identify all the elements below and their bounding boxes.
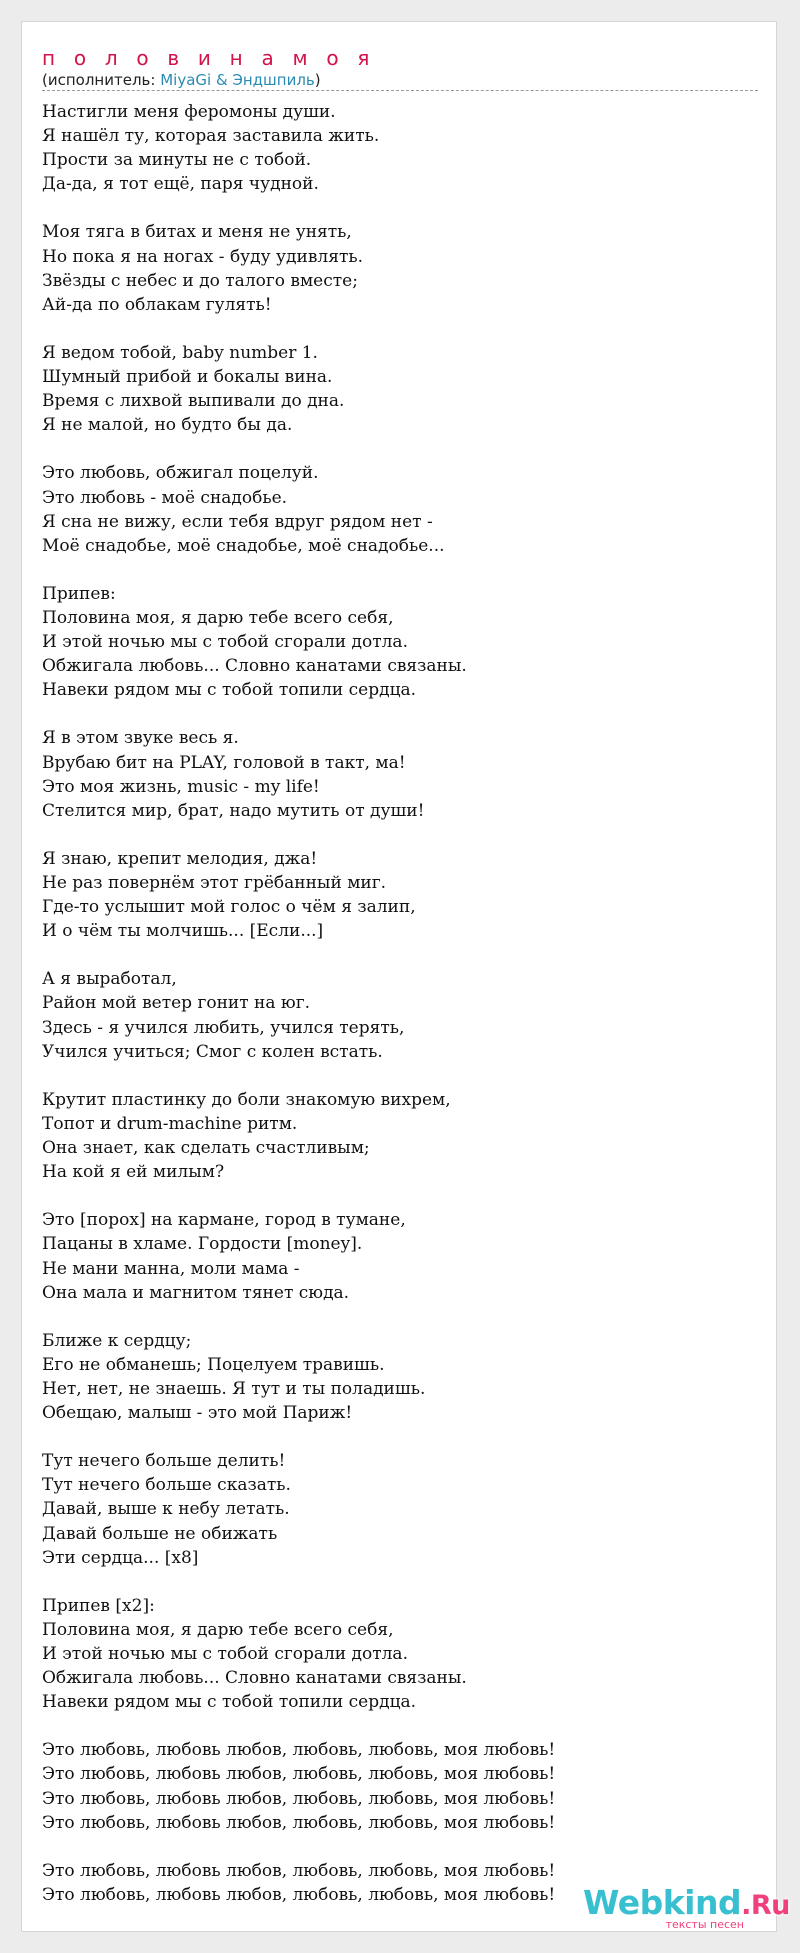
lyric-line: Пацаны в хламе. Гордости [money]. <box>42 1234 363 1255</box>
lyric-line: И этой ночью мы с тобой сгорали дотла. <box>42 1644 408 1664</box>
webkind-logo <box>583 1883 790 1933</box>
stanza-gap <box>42 1064 742 1088</box>
lyric-line: Учился учиться; Смог с колен встать. <box>42 1041 383 1062</box>
lyric-line: Тут нечего больше делить! <box>42 1451 286 1472</box>
lyric-line: Нет, нет, не знаешь. Я тут и ты поладишь. <box>42 1378 426 1399</box>
stanza-gap <box>42 1714 742 1738</box>
lyric-line: Я знаю, крепит мелодия, джа! <box>42 848 318 869</box>
lyric-line: На кой я ей милым? <box>42 1162 225 1183</box>
lyric-line: Район мой ветер гонит на юг. <box>42 993 311 1014</box>
lyric-line: Где-то услышит мой голос о чём я залип, <box>42 897 416 918</box>
lyric-line: Это моя жизнь, music - my life! <box>42 776 320 797</box>
lyric-line: Я ведом тобой, baby number 1. <box>42 342 318 363</box>
lyric-line: Обжигала любовь... Словно канатами связаны. <box>42 656 467 677</box>
lyric-line: Прости за минуты не с тобой. <box>42 150 312 171</box>
lyric-line: Я в этом звуке весь я. <box>42 728 239 749</box>
stanza-gap <box>42 1835 742 1859</box>
lyric-line: Не раз повернём этот грёбанный миг. <box>42 873 387 893</box>
stanza-gap <box>42 437 742 461</box>
artist-line <box>42 70 321 90</box>
lyric-line: Навеки рядом мы с тобой топили сердца. <box>42 680 417 701</box>
lyric-line: Это любовь, обжигал поцелуй. <box>42 463 319 484</box>
lyric-line: Звёзды с небес и до талого вместе; <box>42 270 358 291</box>
lyric-line: Половина моя, я дарю тебе всего себя, <box>42 607 394 628</box>
stanza-gap <box>42 1570 742 1594</box>
lyric-line: Я нашёл ту, которая заставила жить. <box>42 126 380 147</box>
lyric-line: Стелится мир, брат, надо мутить от души! <box>42 800 425 821</box>
lyric-line: Это [порох] на кармане, город в тумане, <box>42 1210 406 1231</box>
lyric-line: Топот и drum-machine ритм. <box>42 1113 298 1134</box>
lyric-line: Она мала и магнитом тянет сюда. <box>42 1282 350 1303</box>
lyric-line: Шумный прибой и бокалы вина. <box>42 367 333 388</box>
lyric-line: И этой ночью мы с тобой сгорали дотла. <box>42 632 408 653</box>
logo-tagline: тексты песен <box>665 1918 744 1931</box>
stanza-gap <box>42 196 742 220</box>
artist-prefix: (исполнитель: <box>42 71 161 89</box>
lyric-line: Припев [x2]: <box>42 1595 155 1616</box>
lyric-line: Это любовь, любовь любов, любовь, любовь, моя любовь! <box>42 1860 556 1881</box>
lyric-line: Моя тяга в битах и меня не унять, <box>42 222 352 243</box>
lyric-line: Припев: <box>42 583 116 604</box>
lyrics-text <box>42 100 742 1907</box>
song-title: п о л о в и н а м о я <box>42 46 376 70</box>
lyric-line: Это любовь, любовь любов, любовь, любовь, моя любовь! <box>42 1788 556 1809</box>
stanza-gap <box>42 1305 742 1329</box>
lyric-line: Эти сердца... [x8] <box>42 1547 199 1568</box>
stanza-gap <box>42 823 742 847</box>
stanza-gap <box>42 1184 742 1208</box>
logo-brand: Webkind <box>583 1883 742 1922</box>
lyric-line: Тут нечего больше сказать. <box>42 1475 291 1496</box>
lyric-line: Я сна не вижу, если тебя вдруг рядом нет - <box>42 511 433 532</box>
lyric-line: И о чём ты молчишь... [Если...] <box>42 921 324 942</box>
stanza-gap <box>42 943 742 967</box>
lyric-line: Его не обманешь; Поцелуем травишь. <box>42 1354 385 1375</box>
logo-domain: .Ru <box>741 1890 790 1921</box>
stanza-gap <box>42 1425 742 1449</box>
lyric-line: Это любовь, любовь любов, любовь, любовь, моя любовь! <box>42 1812 556 1833</box>
lyric-line: Навеки рядом мы с тобой топили сердца. <box>42 1692 417 1713</box>
lyric-line: Половина моя, я дарю тебе всего себя, <box>42 1619 394 1640</box>
lyric-line: Обещаю, малыш - это мой Париж! <box>42 1403 353 1424</box>
header-divider <box>42 90 758 91</box>
lyric-line: Крутит пластинку до боли знакомую вихрем, <box>42 1089 451 1110</box>
lyric-line: Время с лихвой выпивали до дна. <box>42 391 345 412</box>
lyric-line: Это любовь, любовь любов, любовь, любовь, моя любовь! <box>42 1764 556 1785</box>
lyric-line: Ай-да по облакам гулять! <box>42 294 272 315</box>
lyric-line: Давай, выше к небу летать. <box>42 1499 290 1520</box>
lyric-line: Я не малой, но будто бы да. <box>42 415 293 436</box>
artist-suffix: ) <box>314 71 321 89</box>
stanza-gap <box>42 317 742 341</box>
lyric-line: Это любовь, любовь любов, любовь, любовь, моя любовь! <box>42 1884 556 1905</box>
lyric-line: Это любовь, любовь любов, любовь, любовь, моя любовь! <box>42 1740 556 1761</box>
lyric-line: Она знает, как сделать счастливым; <box>42 1138 370 1159</box>
lyric-line: Не мани манна, моли мама - <box>42 1258 300 1279</box>
lyric-line: Врубаю бит на PLAY, головой в такт, ма! <box>42 752 406 773</box>
lyric-line: Здесь - я учился любить, учился терять, <box>42 1017 405 1038</box>
stanza-gap <box>42 558 742 582</box>
lyric-line: Это любовь - моё снадобье. <box>42 487 288 508</box>
lyric-line: Ближе к сердцу; <box>42 1330 192 1351</box>
lyric-line: Настигли меня феромоны души. <box>42 102 336 122</box>
lyric-line: А я выработал, <box>42 969 177 990</box>
lyric-line: Но пока я на ногах - буду удивлять. <box>42 246 364 267</box>
lyric-line: Моё снадобье, моё снадобье, моё снадобье... <box>42 535 445 556</box>
lyric-line: Обжигала любовь... Словно канатами связаны. <box>42 1668 467 1689</box>
lyric-line: Да-да, я тот ещё, паря чудной. <box>42 174 319 195</box>
stanza-gap <box>42 702 742 726</box>
artist-link[interactable]: MiyaGi & Эндшпиль <box>160 71 315 89</box>
lyric-line: Давай больше не обижать <box>42 1523 278 1544</box>
